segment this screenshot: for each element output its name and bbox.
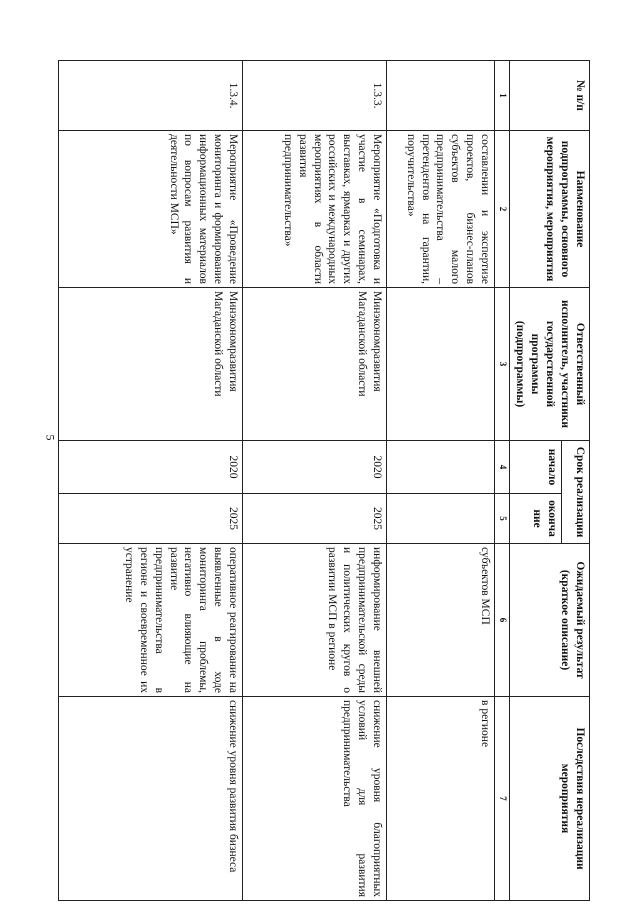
header-consequence: Последствия нереализации мероприятия [510,697,590,901]
row-responsible: Минэкономразвития Магаданской области [59,288,243,441]
row-consequence: в регионе [387,697,495,901]
row-result: информирование внешней предпринимательской среды и политических кругов о развитии МСП в регионе [243,544,387,697]
row-name: Мероприятие «Подготовка и участие в семинарах, выставках, ярмарках и других российских и международных мероприятиях в области развития предпринимательства» [243,131,387,288]
row-result: субъектов МСП [387,544,495,697]
col-number: 5 [495,494,510,544]
col-number: 4 [495,441,510,494]
row-responsible: Минэкономразвития Магаданской области [243,288,387,441]
col-number: 3 [495,288,510,441]
row-number [387,61,495,131]
row-end: 2025 [243,494,387,544]
row-number: 1.3.3. [243,61,387,131]
col-number: 7 [495,697,510,901]
row-name: Мероприятие «Проведение мониторинга и формирование информационных материалов по вопросам развития и деятельности МСП» [59,131,243,288]
col-number: 2 [495,131,510,288]
row-result: оперативное реагирование на выявленные в ходе мониторинга проблемы, негативно влияющие на развитие предпринимательства в регионе и своевременное их устранение [59,544,243,697]
row-start: 2020 [243,441,387,494]
header-term: Срок реализации [562,441,590,544]
row-responsible [387,288,495,441]
row-start [387,441,495,494]
row-number: 1.3.4. [59,61,243,131]
header-name: Наименование подпрограммы, основного мероприятия, мероприятия [510,131,590,288]
row-consequence: снижение уровня развития бизнеса [59,697,243,901]
table-row [387,61,495,901]
header-row-1 [562,61,590,901]
header-end: оконча ние [510,494,562,544]
row-end: 2025 [59,494,243,544]
rotated-table-wrapper [58,60,590,900]
row-end [387,494,495,544]
table-row [59,61,243,901]
header-number: № п/п [510,61,590,131]
row-consequence: снижение уровня благоприятных условий для развития предпринимательства [243,697,387,901]
table-row [243,61,387,901]
header-start: начало [510,441,562,494]
header-responsible: Ответственный исполнитель, участники государственной программы (подпрограммы) [510,288,590,441]
header-result: Ожидаемый результат (краткое описание) [510,544,590,697]
measures-table [58,60,590,901]
col-number: 1 [495,61,510,131]
row-start: 2020 [59,441,243,494]
column-numbers-row [495,61,510,901]
col-number: 6 [495,544,510,697]
row-name: составлении и экспертизе проектов, бизнес-планов субъектов малого предпринимательства – претендентов на гарантии, поручительства» [387,131,495,288]
page-number: 5 [43,434,58,441]
